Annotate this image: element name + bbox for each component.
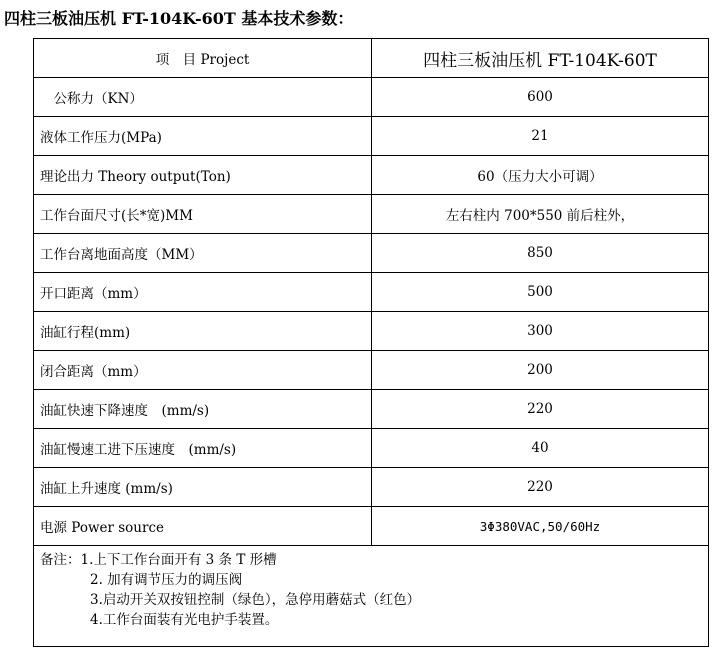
row-label: 油缸行程(mm) (34, 312, 372, 351)
notes-row (34, 546, 709, 647)
note-line (40, 550, 708, 570)
note-line (40, 590, 708, 610)
row-value: 500 (372, 273, 709, 312)
row-label: 油缸慢速工进下压速度 (mm/s) (34, 429, 372, 468)
row-value: 21 (372, 117, 709, 156)
row-label: 液体工作压力(MPa) (34, 117, 372, 156)
page-title: 四柱三板油压机 FT-104K-60T 基本技术参数： (4, 9, 354, 28)
row-label: 闭合距离（mm） (34, 351, 372, 390)
table-header-row (34, 39, 709, 78)
table-row (34, 429, 709, 468)
row-value: 200 (372, 351, 709, 390)
row-label: 油缸上升速度 (mm/s) (34, 468, 372, 507)
table-row (34, 78, 709, 117)
row-value: 左右柱内 700*550 前后柱外， (372, 195, 709, 234)
table-row (34, 390, 709, 429)
row-value: 300 (372, 312, 709, 351)
table-row (34, 156, 709, 195)
row-value: 220 (372, 390, 709, 429)
note-line (40, 610, 708, 630)
row-label: 油缸快速下降速度 (mm/s) (34, 390, 372, 429)
table-row (34, 468, 709, 507)
note-item: 3.启动开关双按钮控制（绿色），急停用蘑菇式（红色） (90, 592, 421, 608)
row-value: 600 (372, 78, 709, 117)
note-item: 1.上下工作台面开有 3 条 T 形槽 (80, 552, 277, 568)
table-row (34, 117, 709, 156)
spec-table (33, 38, 709, 647)
row-value: 3Φ380VAC,50/60Hz (372, 507, 709, 546)
header-project: 项 目 Project (34, 39, 372, 78)
row-value: 220 (372, 468, 709, 507)
row-label: 电源 Power source (34, 507, 372, 546)
notes-cell (34, 546, 709, 647)
table-row (34, 312, 709, 351)
table-row (34, 234, 709, 273)
note-item: 2. 加有调节压力的调压阀 (90, 572, 243, 588)
row-label: 公称力（KN） (34, 78, 372, 117)
header-model: 四柱三板油压机 FT-104K-60T (372, 39, 709, 78)
row-label: 工作台面尺寸(长*宽)MM (34, 195, 372, 234)
note-item: 4.工作台面装有光电护手装置。 (90, 612, 279, 628)
table-row (34, 351, 709, 390)
row-label: 理论出力 Theory output(Ton) (34, 156, 372, 195)
table-row (34, 507, 709, 546)
row-value: 60（压力大小可调） (372, 156, 709, 195)
note-line (40, 570, 708, 590)
row-label: 工作台离地面高度（MM） (34, 234, 372, 273)
notes-label: 备注： (40, 552, 81, 568)
row-value: 850 (372, 234, 709, 273)
row-value: 40 (372, 429, 709, 468)
table-row (34, 273, 709, 312)
table-row (34, 195, 709, 234)
row-label: 开口距离（mm） (34, 273, 372, 312)
